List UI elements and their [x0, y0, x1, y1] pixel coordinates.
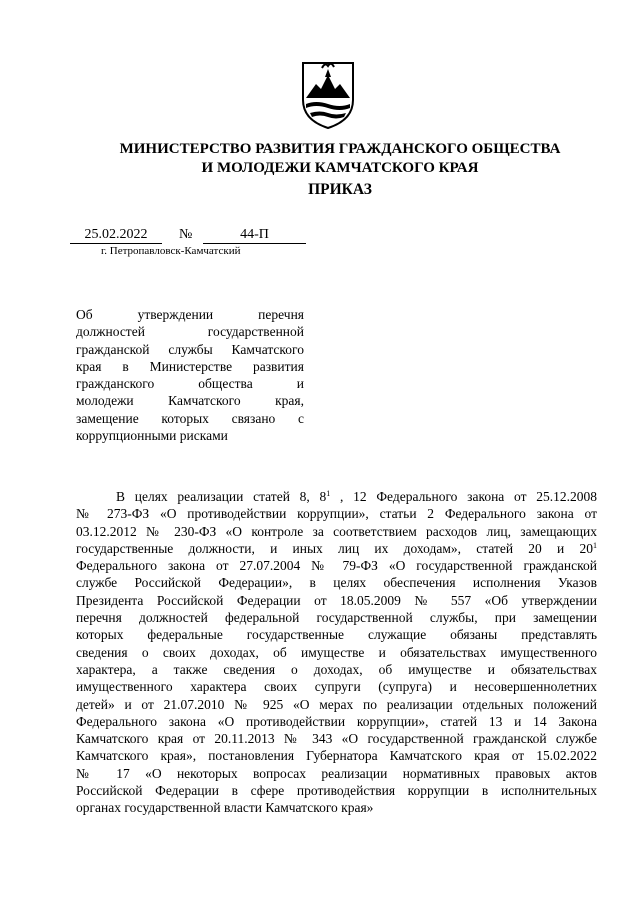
ministry-name	[60, 140, 620, 178]
kamchatka-coat-of-arms-icon	[300, 60, 356, 130]
subject-line: должностей государственной	[76, 324, 304, 340]
body-line: службе Российской Федерации», в целях обеспечения исполнения Указов	[76, 575, 597, 591]
body-line: перечня должностей федеральной государственной службы, при замещении	[76, 610, 597, 626]
subject-line: коррупционными рисками	[76, 428, 228, 444]
subject-line: Об утверждении перечня	[76, 307, 304, 322]
body-line: характера, а также сведения о доходах, об имуществе и обязательствах	[76, 661, 597, 677]
preamble-paragraph	[76, 488, 597, 817]
body-line: Федерального закона «О противодействии коррупции», статей 13 и 14 Закона	[76, 713, 597, 729]
ministry-name-line2: И МОЛОДЕЖИ КАМЧАТСКОГО КРАЯ	[201, 160, 479, 176]
body-line: Президента Российской Федерации от 18.05.2009 № 557 «Об утверждении	[76, 592, 597, 608]
body-text: , 12 Федерального закона от 25.12.2008	[330, 489, 597, 504]
body-line: имущественного характера своих супруги (супруга) и несовершеннолетних	[76, 679, 597, 695]
order-subject	[76, 306, 304, 444]
body-line: органах государственной власти Камчатского края»	[76, 800, 374, 816]
issue-city: г. Петропавловск-Камчатский	[101, 245, 241, 257]
body-line: Камчатского края от 20.11.2013 № 343 «О государственной гражданской службе	[76, 731, 597, 747]
body-line: Федерального закона от 27.07.2004 № 79-ФЗ «О государственной гражданской	[76, 558, 597, 574]
body-line: детей» и от 21.07.2010 № 925 «О мерах по реализации отдельных положений	[76, 696, 597, 712]
body-line	[76, 488, 597, 505]
order-number: 44-П	[203, 227, 306, 244]
body-line: № 17 «О некоторых вопросах реализации нормативных правовых актов	[76, 765, 597, 781]
subject-line: края в Министерстве развития	[76, 358, 304, 374]
body-line: Камчатского края», постановления Губернатора Камчатского края от 15.02.2022	[76, 748, 597, 764]
superscript: 1	[326, 489, 331, 498]
body-line: 03.12.2012 № 230-ФЗ «О контроле за соответствием расходов лиц, замещающих	[76, 523, 597, 539]
body-line: Российской Федерации в сфере противодействия коррупции в исполнительных	[76, 783, 597, 799]
subject-line: молодежи Камчатского края,	[76, 393, 304, 409]
document-type-title: ПРИКАЗ	[308, 181, 372, 198]
superscript: 1	[593, 540, 597, 550]
body-line: сведения о своих доходах, об имуществе и обязательствах имущественного	[76, 644, 597, 660]
body-text: В целях реализации статей 8, 8	[116, 489, 327, 504]
body-line: которых федеральные государственные служащие обязаны представлять	[76, 627, 597, 643]
order-date: 25.02.2022	[70, 227, 162, 244]
subject-line: гражданской службы Камчатского	[76, 341, 304, 357]
ministry-name-line1: МИНИСТЕРСТВО РАЗВИТИЯ ГРАЖДАНСКОГО ОБЩЕСТВА	[119, 141, 561, 157]
number-sign: №	[179, 227, 193, 242]
subject-line: замещение которых связано с	[76, 410, 304, 426]
subject-line: гражданского общества и	[76, 376, 304, 392]
body-line: № 273-ФЗ «О противодействии коррупции», статьи 2 Федерального закона от	[76, 506, 597, 522]
body-line	[76, 540, 597, 557]
body-text: государственные должности, и иных лиц их доходам», статей 20 и 20	[76, 540, 593, 556]
